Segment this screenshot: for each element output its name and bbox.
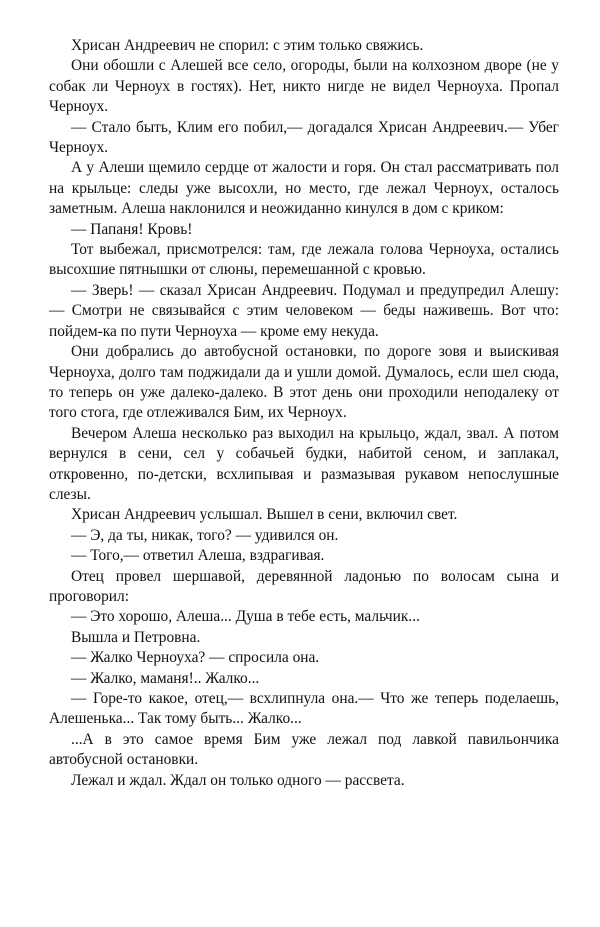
paragraph: Хрисан Андреевич не спорил: с этим только свяжись. <box>71 37 424 54</box>
paragraph: — Жалко, маманя!.. Жалко... <box>71 669 260 687</box>
paragraph: — Того,— ответил Алеша, вздрагивая. <box>71 547 325 565</box>
paragraph: — Э, да ты, никак, того? — удивился он. <box>71 526 339 544</box>
paragraph: — Стало быть, Клим его побил,— догадался Хрисан Андреевич.— Убег Черноух. <box>49 118 559 157</box>
paragraph: Вышла и Петровна. <box>71 628 201 646</box>
paragraph: Вечером Алеша несколько раз выходил на крыльцо, ждал, звал. А потом вернулся в сени, сел у собачьей будки, набитой сеном, и заплакал, откровенно, по-детски, всхлипывая и размазывая рукавом непослушные слезы. <box>49 424 559 503</box>
paragraph: — Жалко Черноуха? — спросила она. <box>71 649 320 667</box>
paragraph: А у Алеши щемило сердце от жалости и горя. Он стал рассматривать пол на крыльце: следы уже высохли, но место, где лежал Черноух, осталось заметным. Алеша наклонился и неожиданно кинулся в дом с криком: <box>49 159 559 218</box>
paragraph: — Зверь! — сказал Хрисан Андреевич. Подумал и предупредил Алешу: — Смотри не связывайся с этим человеком — беды наживешь. Вот что: пойдем-ка по пути Черноуха — кроме ему некуда. <box>49 281 559 340</box>
paragraph: — Горе-то какое, отец,— всхлипнула она.— Что же теперь поделаешь, Алешенька... Так тому быть... Жалко... <box>49 690 559 728</box>
paragraph: Отец провел шершавой, деревянной ладонью по волосам сына и проговорил: <box>49 567 559 605</box>
paragraph: Лежал и ждал. Ждал он только одного — рассвета. <box>71 771 405 789</box>
paragraph: Они добрались до автобусной остановки, по дороге зовя и выискивая Черноуха, долго там поджидали да и ушли домой. Думалось, если шел сюда, то теперь он уже далеко-далеко. В этот день они проходили неподалеку от того стога, где отлеживался Бим, их Черноух. <box>49 343 559 422</box>
page-text <box>49 36 559 791</box>
paragraph: Они обошли с Алешей все село, огороды, были на колхозном дворе (не у собак ли Черноух в гостях). Нет, никто нигде не видел Черноуха. Пропал Черноух. <box>49 57 559 116</box>
paragraph: — Это хорошо, Алеша... Душа в тебе есть, мальчик... <box>71 608 420 626</box>
paragraph: Хрисан Андреевич услышал. Вышел в сени, включил свет. <box>71 506 458 524</box>
paragraph: ...А в это самое время Бим уже лежал под лавкой павильончика автобусной остановки. <box>49 730 559 769</box>
paragraph: — Папаня! Кровь! <box>71 220 193 238</box>
paragraph: Тот выбежал, присмотрелся: там, где лежала голова Черноуха, остались высохшие пятнышки от слюны, перемешанной с кровью. <box>49 241 559 279</box>
